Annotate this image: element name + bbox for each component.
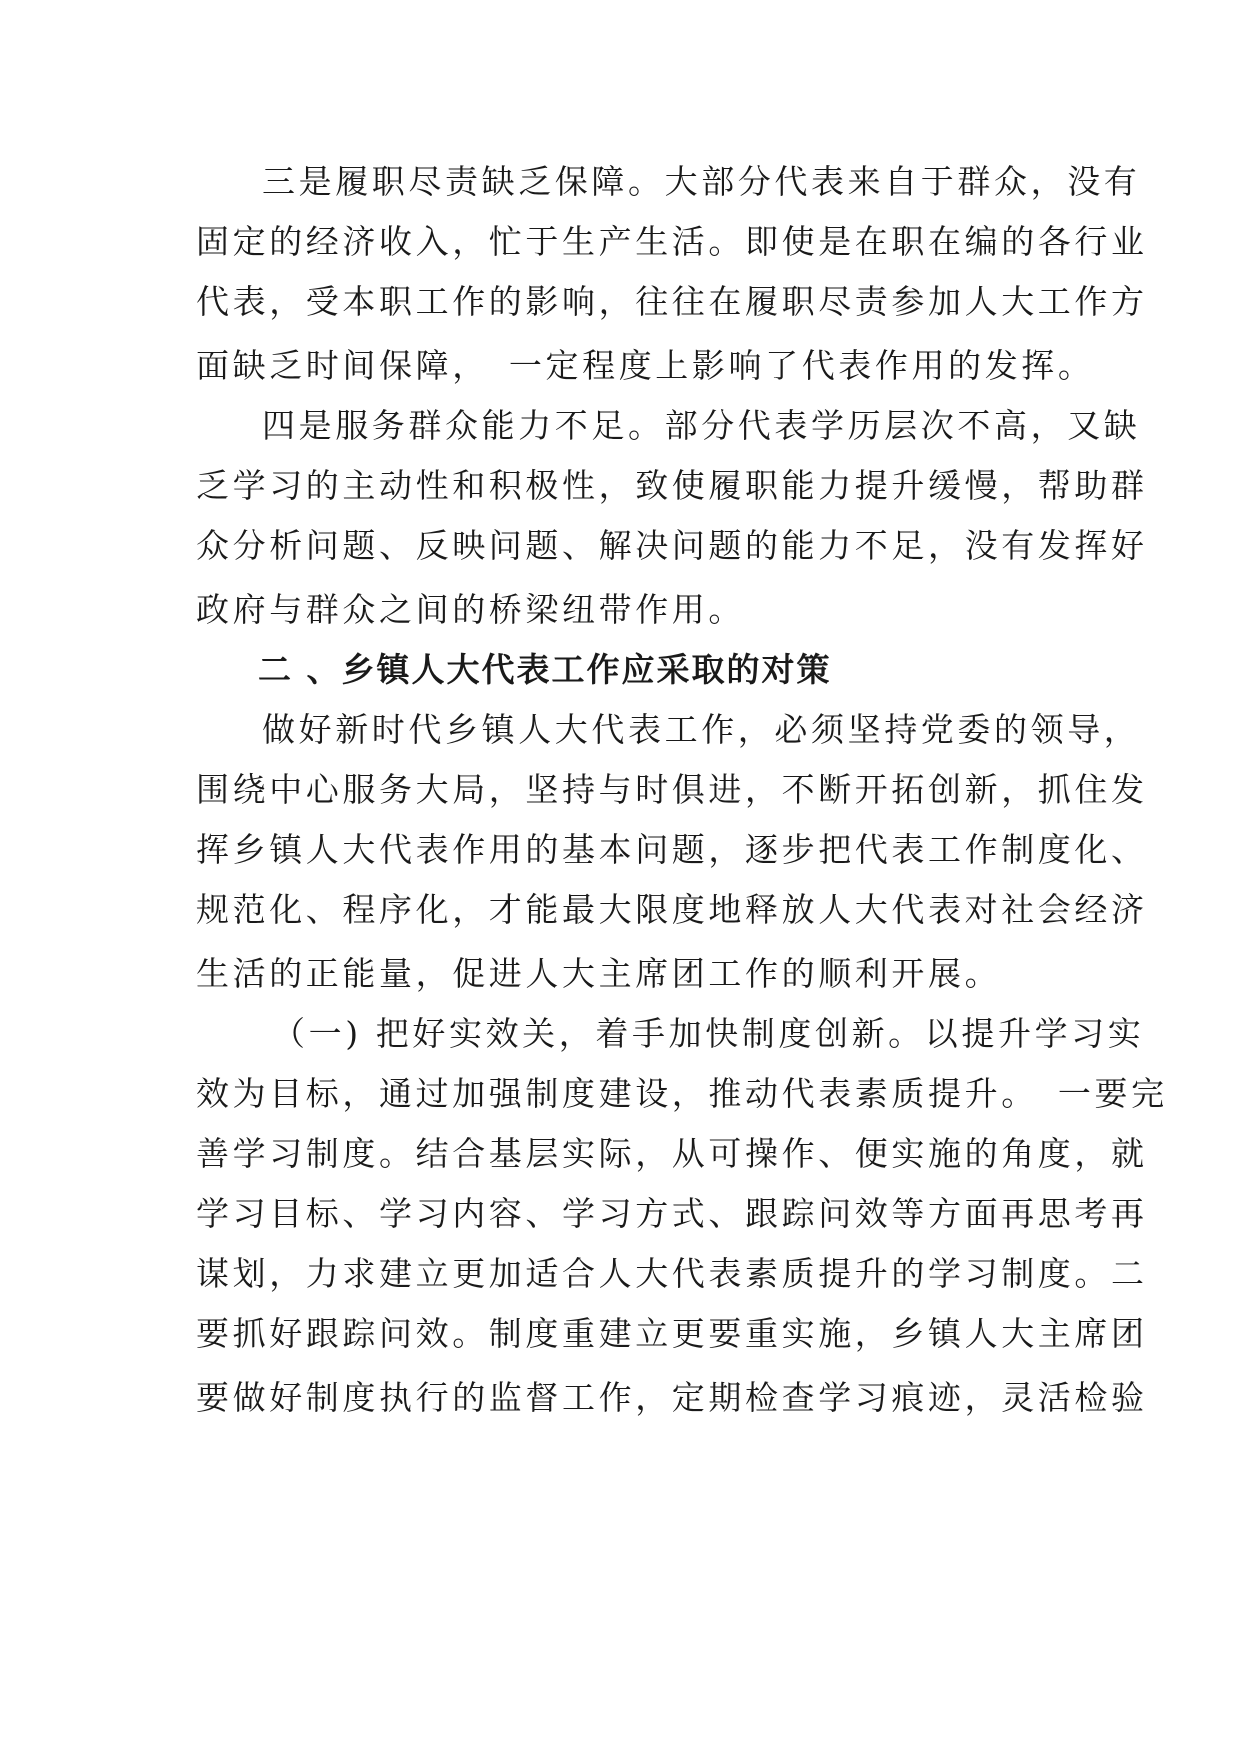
- paragraph-4-line-4: 学习目标、学习内容、学习方式、跟踪问效等方面再思考再: [196, 1194, 1148, 1233]
- paragraph-3-line-1: 做好新时代乡镇人大代表工作，必须坚持党委的领导，: [262, 710, 1141, 749]
- paragraph-2-line-3: 众分析问题、反映问题、解决问题的能力不足，没有发挥好: [196, 526, 1148, 565]
- section-heading: 二 、乡镇人大代表工作应采取的对策: [258, 650, 832, 689]
- paragraph-1-line-3: 代表，受本职工作的影响，往往在履职尽责参加人大工作方: [196, 282, 1148, 321]
- paragraph-4-line-7: 要做好制度执行的监督工作，定期检查学习痕迹，灵活检验: [196, 1378, 1148, 1417]
- paragraph-4-line-5: 谋划，力求建立更加适合人大代表素质提升的学习制度。二: [196, 1254, 1148, 1293]
- paragraph-1-line-4: 面缺乏时间保障， 一定程度上影响了代表作用的发挥。: [196, 346, 1095, 385]
- paragraph-2-line-4: 政府与群众之间的桥梁纽带作用。: [196, 590, 745, 629]
- paragraph-3-line-5: 生活的正能量，促进人大主席团工作的顺利开展。: [196, 954, 1002, 993]
- paragraph-3-line-4: 规范化、程序化，才能最大限度地释放人大代表对社会经济: [196, 890, 1148, 929]
- paragraph-1-line-1: 三是履职尽责缺乏保障。大部分代表来自于群众，没有: [262, 162, 1141, 201]
- paragraph-2-line-2: 乏学习的主动性和积极性，致使履职能力提升缓慢，帮助群: [196, 466, 1148, 505]
- paragraph-4-line-1: （一) 把好实效关，着手加快制度创新。以提升学习实: [272, 1014, 1145, 1053]
- paragraph-4-line-2: 效为目标，通过加强制度建设，推动代表素质提升。 一要完: [196, 1074, 1168, 1113]
- paragraph-4-line-6: 要抓好跟踪问效。制度重建立更要重实施，乡镇人大主席团: [196, 1314, 1148, 1353]
- paragraph-4-line-3: 善学习制度。结合基层实际，从可操作、便实施的角度，就: [196, 1134, 1148, 1173]
- paragraph-2-line-1: 四是服务群众能力不足。部分代表学历层次不高，又缺: [262, 406, 1141, 445]
- paragraph-3-line-2: 围绕中心服务大局，坚持与时俱进，不断开拓创新，抓住发: [196, 770, 1148, 809]
- paragraph-1-line-2: 固定的经济收入，忙于生产生活。即使是在职在编的各行业: [196, 222, 1148, 261]
- paragraph-3-line-3: 挥乡镇人大代表作用的基本问题，逐步把代表工作制度化、: [196, 830, 1148, 869]
